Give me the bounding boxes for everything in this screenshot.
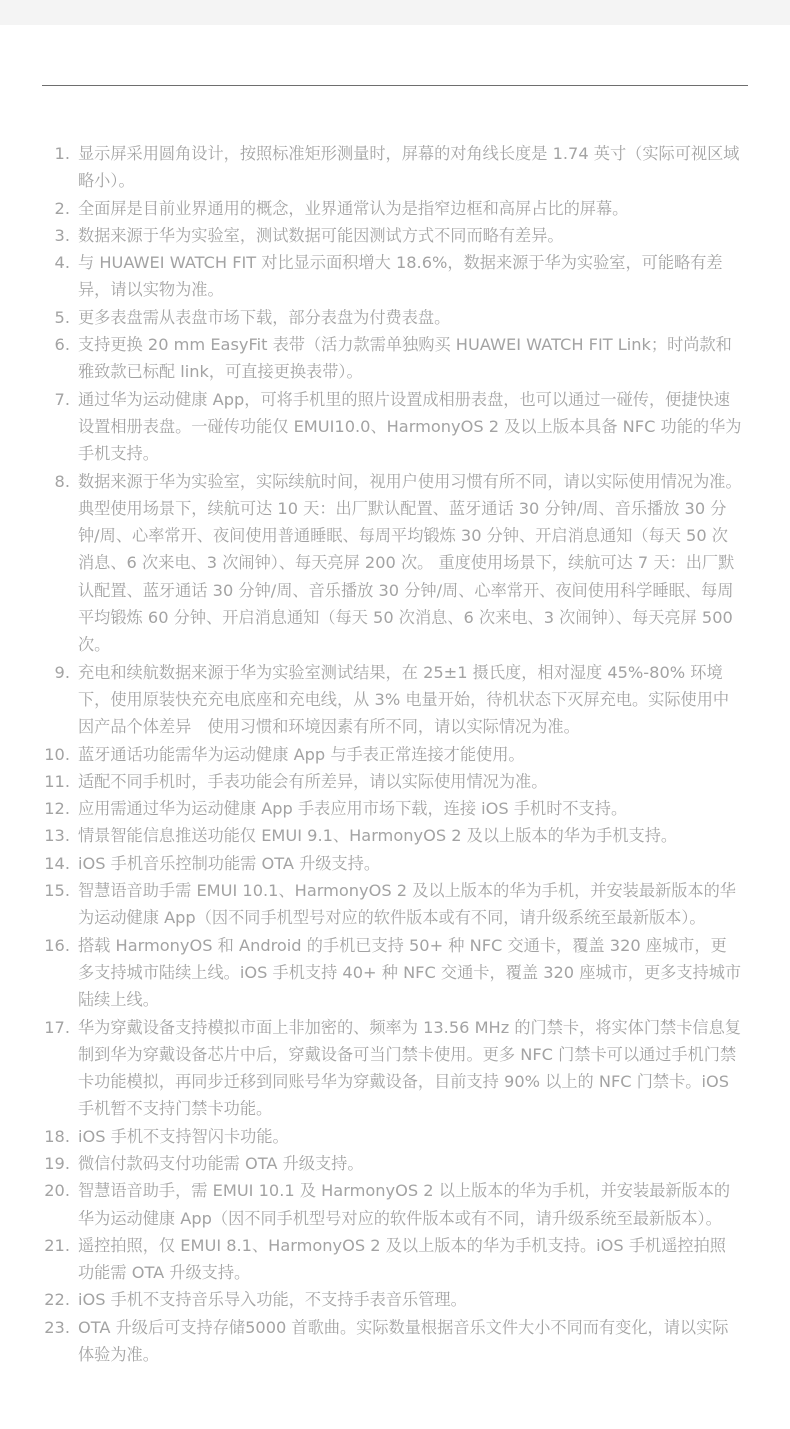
footnote-number: 21.: [44, 1235, 70, 1255]
footnote-number: 12.: [44, 799, 70, 819]
footnote-number: 5.: [54, 307, 70, 327]
footnote-number: 16.: [44, 935, 70, 955]
footnote-item: [0, 468, 790, 659]
footnote-item: [0, 768, 790, 795]
footnote-item: [0, 1014, 790, 1123]
footnote-item: [0, 1123, 790, 1150]
footnote-number: 8.: [54, 471, 70, 491]
footnote-item: [0, 1286, 790, 1313]
footnote-number: 19.: [44, 1153, 70, 1173]
footnote-item: [0, 195, 790, 222]
footnote-item: [0, 741, 790, 768]
footnote-number: 6.: [54, 335, 70, 355]
footnote-item: [0, 1150, 790, 1177]
footnote-text: 通过华为运动健康 App，可将手机里的照片设置成相册表盘，也可以通过一碰传，便捷快速设置相册表盘。一碰传功能仅 EMUI10.0、HarmonyOS 2 及以上版本具备 NFC 功能的华为手机支持。: [78, 389, 742, 464]
footnote-text: iOS 手机不支持智闪卡功能。: [78, 1126, 289, 1146]
footnote-number: 4.: [54, 253, 70, 273]
footnote-text: 支持更换 20 mm EasyFit 表带（活力款需单独购买 HUAWEI WATCH FIT Link；时尚款和雅致款已标配 link，可直接更换表带）。: [78, 335, 732, 382]
footnote-number: 2.: [54, 198, 70, 218]
footnote-text: 充电和续航数据来源于华为实验室测试结果，在 25±1 摄氏度，相对湿度 45%-80% 环境下，使用原装快充充电底座和充电线，从 3% 电量开始，待机状态下灭屏充电。实际使用中因产品个体差异 使用习惯和环境因素有所不同，请以实际情况为准。: [78, 662, 730, 737]
footnote-number: 9.: [54, 662, 70, 682]
footnote-number: 22.: [44, 1290, 70, 1310]
footnote-number: 20.: [44, 1181, 70, 1201]
footnote-item: [0, 222, 790, 249]
footnote-item: [0, 850, 790, 877]
footnote-item: [0, 795, 790, 822]
footnote-item: [0, 822, 790, 849]
footnote-item: [0, 249, 790, 304]
footnote-number: 18.: [44, 1126, 70, 1146]
footnote-number: 7.: [54, 389, 70, 409]
footnote-list: [0, 140, 790, 1368]
footnote-text: 与 HUAWEI WATCH FIT 对比显示面积增大 18.6%，数据来源于华为实验室，可能略有差异，请以实物为准。: [78, 253, 723, 300]
footnote-text: 情景智能信息推送功能仅 EMUI 9.1、HarmonyOS 2 及以上版本的华为手机支持。: [78, 826, 678, 846]
footnote-number: 13.: [44, 826, 70, 846]
footnote-item: [0, 932, 790, 1014]
footnote-text: 更多表盘需从表盘市场下载，部分表盘为付费表盘。: [78, 307, 451, 327]
footnote-text: 应用需通过华为运动健康 App 手表应用市场下载，连接 iOS 手机时不支持。: [78, 799, 628, 819]
footnote-text: 显示屏采用圆角设计，按照标准矩形测量时，屏幕的对角线长度是 1.74 英寸（实际可视区域略小）。: [78, 144, 740, 191]
top-band: [0, 0, 790, 25]
footnote-text: 遥控拍照，仅 EMUI 8.1、HarmonyOS 2 及以上版本的华为手机支持。iOS 手机遥控拍照功能需 OTA 升级支持。: [78, 1235, 726, 1283]
footnote-item: [0, 1177, 790, 1232]
footnote-number: 1.: [54, 144, 70, 163]
footnote-item: [0, 331, 790, 386]
footnote-number: 3.: [54, 225, 70, 245]
footnote-number: 11.: [44, 771, 70, 791]
footnote-item: [0, 1314, 790, 1369]
footnote-text: OTA 升级后可支持存储5000 首歌曲。实际数量根据音乐文件大小不同而有变化，请以实际体验为准。: [78, 1317, 729, 1365]
footnote-number: 23.: [44, 1317, 70, 1337]
footnote-item: [0, 304, 790, 331]
footnote-item: [0, 659, 790, 741]
footnote-item: [0, 140, 790, 195]
footnote-item: [0, 386, 790, 468]
footnote-text: 适配不同手机时，手表功能会有所差异，请以实际使用情况为准。: [78, 771, 548, 791]
footnote-text: iOS 手机不支持音乐导入功能，不支持手表音乐管理。: [78, 1290, 467, 1310]
footnote-text: iOS 手机音乐控制功能需 OTA 升级支持。: [78, 853, 381, 873]
footnote-text: 搭载 HarmonyOS 和 Android 的手机已支持 50+ 种 NFC 交通卡，覆盖 320 座城市，更多支持城市陆续上线。iOS 手机支持 40+ 种 NFC 交通卡，覆盖 320 座城市，更多支持城市陆续上线。: [78, 935, 742, 1010]
footnote-text: 微信付款码支付功能需 OTA 升级支持。: [78, 1153, 364, 1173]
footnote-number: 14.: [44, 853, 70, 873]
footnote-text: 数据来源于华为实验室，实际续航时间，视用户使用习惯有所不同，请以实际使用情况为准。 典型使用场景下，续航可达 10 天：出厂默认配置、蓝牙通话 30 分钟/周、音乐播放 30 分钟/周、心率常开、夜间使用普通睡眠、每周平均锻炼 30 分钟、开启消息通知（每天 50 次消息、6 次来电、3 次闹钟）、每天亮屏 200 次。 重度使用场景下，续航可达 7 天：出厂默认配置、蓝牙通话 30 分钟/周、音乐播放 30 分钟/周、心率常开、夜间使用科学睡眠、每周平均锻炼 60 分钟、开启消息通知（每天 50 次消息、6 次来电、3 次闹钟）、每天亮屏 500 次。: [78, 471, 742, 655]
footnote-number: 15.: [44, 881, 70, 901]
footnote-item: [0, 877, 790, 932]
footnote-text: 数据来源于华为实验室，测试数据可能因测试方式不同而略有差异。: [78, 225, 564, 245]
footnote-text: 蓝牙通话功能需华为运动健康 App 与手表正常连接才能使用。: [78, 744, 525, 764]
footnote-item: [0, 1232, 790, 1287]
footnote-text: 智慧语音助手，需 EMUI 10.1 及 HarmonyOS 2 以上版本的华为手机，并安装最新版本的华为运动健康 App（因不同手机型号对应的软件版本或有不同，请升级系统至最新版本）。: [78, 1181, 731, 1228]
footnote-number: 10.: [44, 744, 70, 764]
footnote-text: 全面屏是目前业界通用的概念，业界通常认为是指窄边框和高屏占比的屏幕。: [78, 198, 629, 218]
footnote-text: 华为穿戴设备支持模拟市面上非加密的、频率为 13.56 MHz 的门禁卡，将实体门禁卡信息复制到华为穿戴设备芯片中后，穿戴设备可当门禁卡使用。更多 NFC 门禁卡可以通过手机门禁卡功能模拟，再同步迁移到同账号华为穿戴设备，目前支持 90% 以上的 NFC 门禁卡。iOS 手机暂不支持门禁卡功能。: [78, 1017, 741, 1119]
footnote-number: 17.: [44, 1017, 70, 1037]
footnote-text: 智慧语音助手需 EMUI 10.1、HarmonyOS 2 及以上版本的华为手机，并安装最新版本的华为运动健康 App（因不同手机型号对应的软件版本或有不同，请升级系统至最新版本）。: [78, 881, 736, 928]
section-divider: [42, 85, 748, 86]
